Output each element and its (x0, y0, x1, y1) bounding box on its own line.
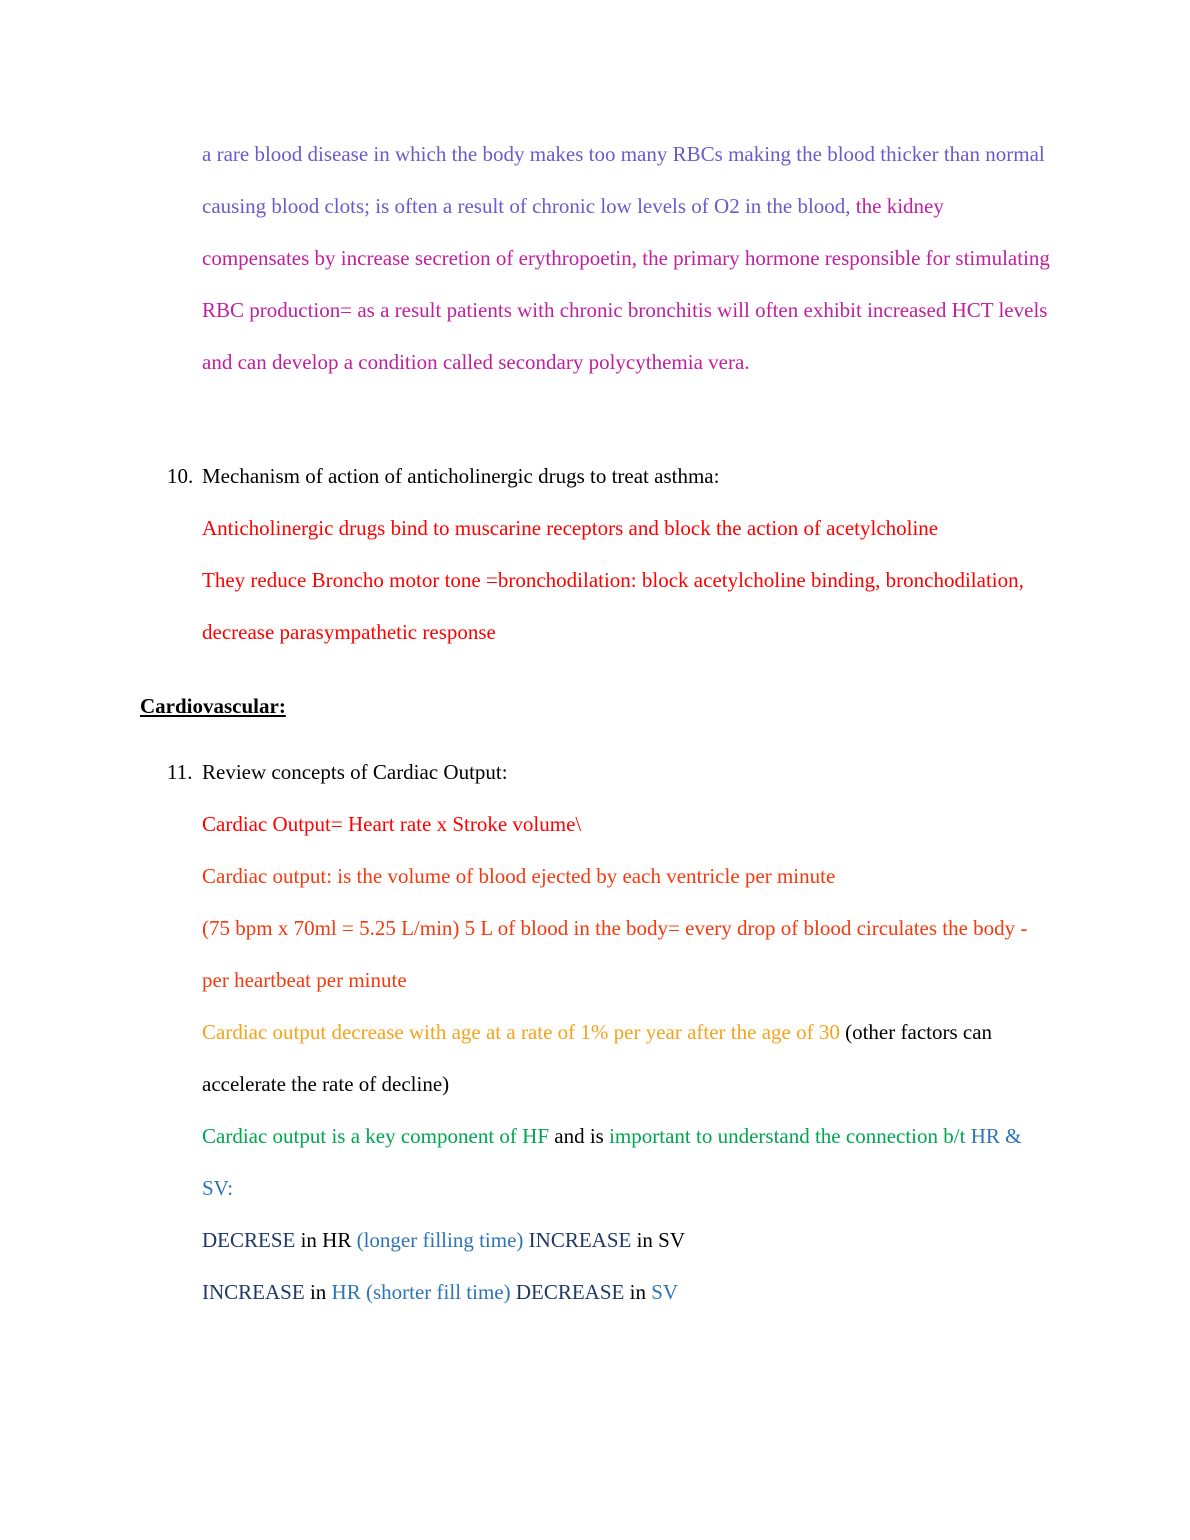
hr-decrease-sv-increase (202, 1214, 1054, 1266)
text-segment: HR (331, 1280, 366, 1304)
text-segment: (longer filling time) (356, 1228, 529, 1252)
item-10-question (167, 450, 1054, 502)
list-item-number: 10. (167, 464, 194, 488)
text-segment: Cardiovascular: (140, 694, 286, 718)
text-segment: DECREASE (515, 1280, 625, 1304)
text-segment: (other factors can accelerate the rate of decline) (202, 1020, 998, 1096)
text-segment: DECRESE (202, 1228, 296, 1252)
text-segment: Cardiac output: is the volume of blood ejected by each ventricle per minute (202, 864, 836, 888)
item-10-answer-line-2 (202, 554, 1054, 658)
cardiac-output-definition (202, 850, 1054, 902)
cardiac-output-example (202, 902, 1054, 1006)
text-segment: SV (651, 1280, 679, 1304)
text-segment: Cardiac output is a key component of HF (202, 1124, 555, 1148)
text-segment: in HR (295, 1228, 357, 1252)
cardiac-output-hf-connection (202, 1110, 1054, 1214)
text-segment: (shorter fill time) (365, 1280, 516, 1304)
text-segment: in (304, 1280, 332, 1304)
text-segment: the kidney compensates by increase secretion of erythropoetin, the primary hormone responsible for stimulating RBC production= as a result patients with chronic bronchitis will often exhibit increased HCT levels and can develop a condition called secondary polycythemia vera. (202, 194, 1056, 374)
text-segment: (75 bpm x 70ml = 5.25 L/min) 5 L of blood in the body= every drop of blood circulates the body -per heartbeat per minute (202, 916, 1028, 992)
item-11-question (167, 746, 1054, 798)
text-segment: Anticholinergic drugs bind to muscarine receptors and block the action of acetylcholine (202, 516, 939, 540)
text-segment: INCREASE (528, 1228, 632, 1252)
text-segment: Cardiac output decrease with age at a rate of 1% per year after the age of 30 (202, 1020, 846, 1044)
text-segment: a rare blood disease in which the body makes too many RBCs making the blood thicker than normal causing blood clots; is often a result of chronic low levels of O2 in the blood, (202, 142, 1050, 218)
text-segment: and is (554, 1124, 610, 1148)
cardiovascular-heading (140, 680, 1054, 732)
polycythemia-paragraph (202, 128, 1054, 388)
item-10-answer-line-1 (202, 502, 1054, 554)
text-segment: in (624, 1280, 652, 1304)
text-segment: INCREASE (202, 1280, 305, 1304)
cardiac-output-formula (202, 798, 1054, 850)
text-segment: Mechanism of action of anticholinergic drugs to treat asthma: (202, 464, 720, 488)
text-segment: in SV (631, 1228, 686, 1252)
list-item-number: 11. (167, 760, 193, 784)
text-segment: Cardiac Output= Heart rate x Stroke volume\ (202, 812, 582, 836)
hr-increase-sv-decrease (202, 1266, 1054, 1318)
text-segment: important to understand the connection b/t (609, 1124, 971, 1148)
cardiac-output-age-decline (202, 1006, 1054, 1110)
text-segment: They reduce Broncho motor tone =bronchodilation: block acetylcholine binding, bronchodilation, decrease parasympathetic response (202, 568, 1030, 644)
text-segment: Review concepts of Cardiac Output: (202, 760, 508, 784)
text-segment: HR & SV: (202, 1124, 1027, 1200)
